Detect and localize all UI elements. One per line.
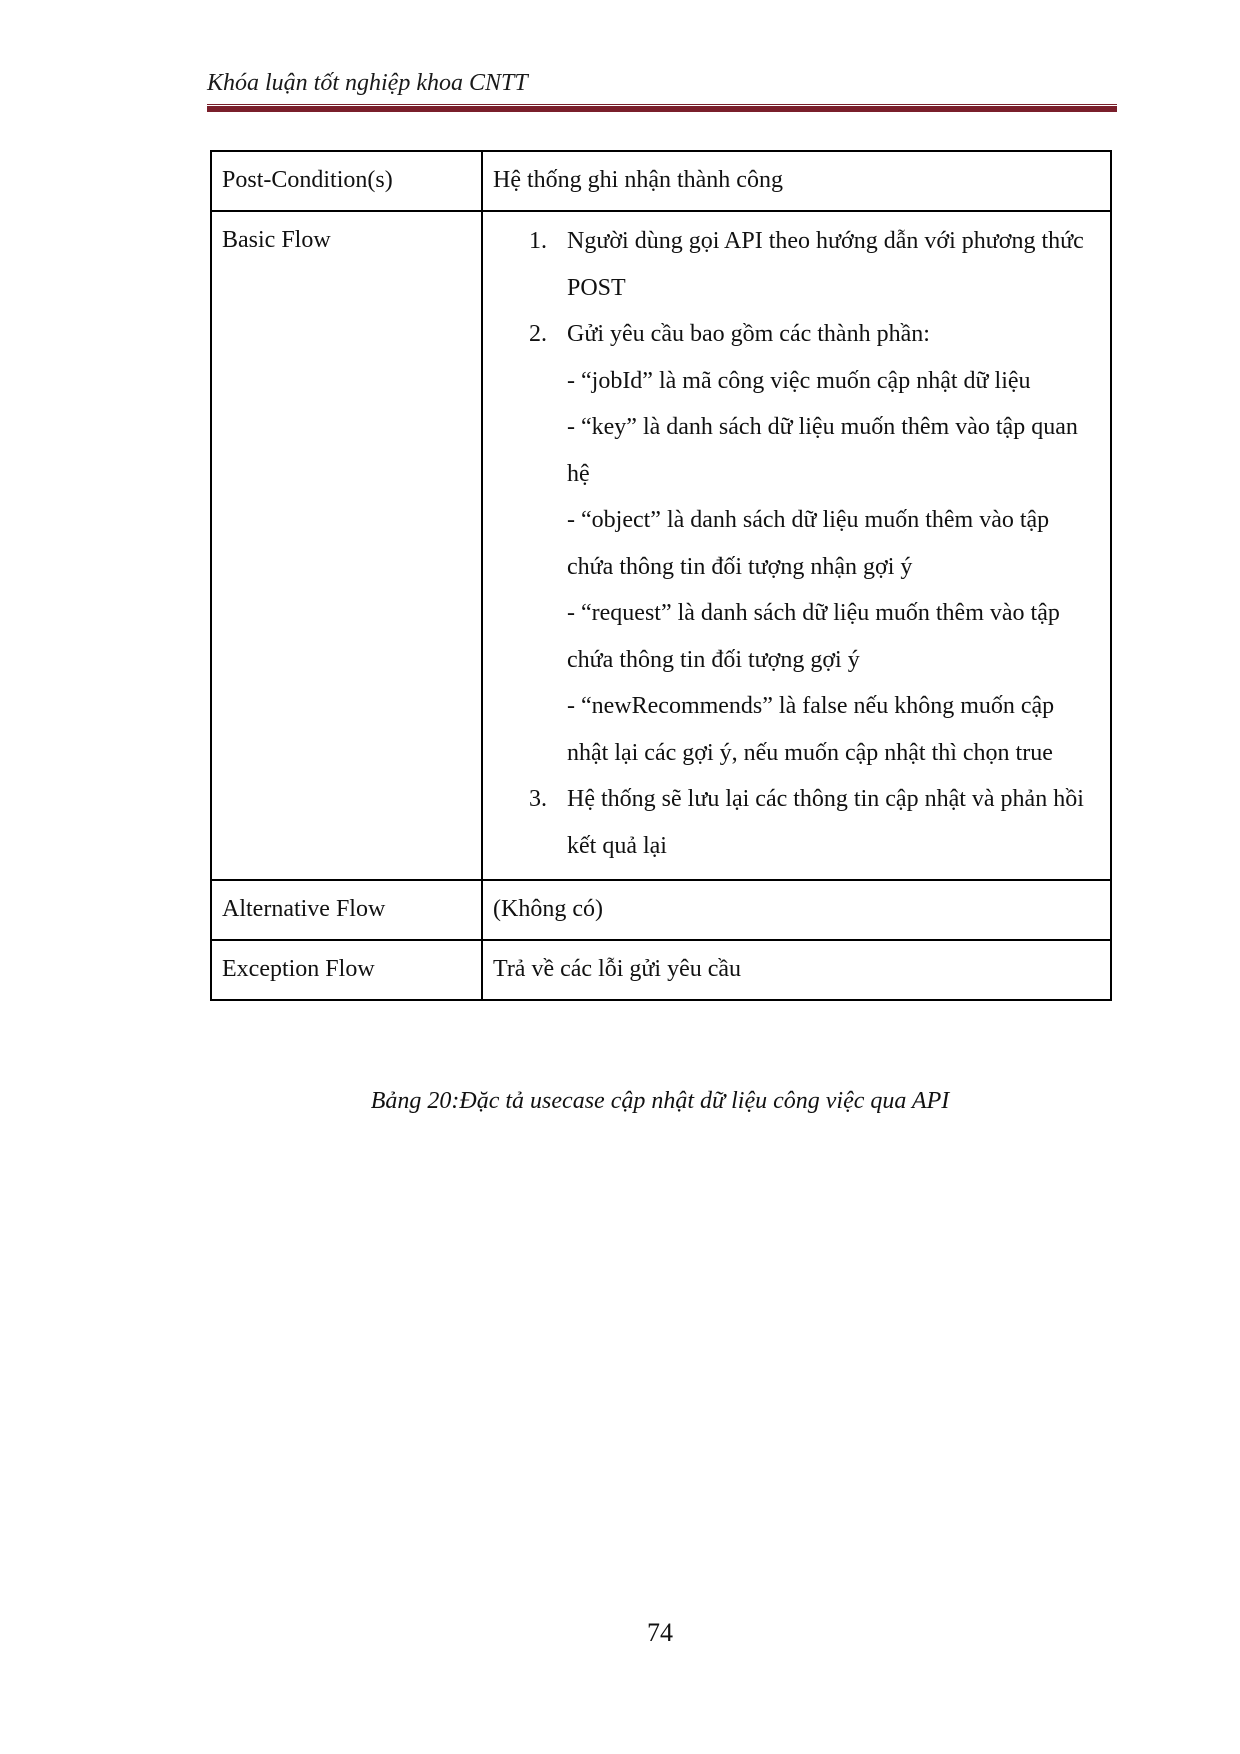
row-value: (Không có) — [482, 880, 1111, 940]
row-label: Post-Condition(s) — [211, 151, 482, 211]
table-row — [211, 211, 1111, 880]
table-row — [211, 151, 1111, 211]
step-subitem-newrecommends: - “newRecommends” là false nếu không muốn cập nhật lại các gợi ý, nếu muốn cập nhật thì chọn true — [567, 693, 1055, 766]
row-label: Exception Flow — [211, 940, 482, 1000]
step-subitem-key: - “key” là danh sách dữ liệu muốn thêm vào tập quan hệ — [567, 414, 1078, 487]
step-item — [493, 311, 1100, 776]
row-value: Trả về các lỗi gửi yêu cầu — [482, 940, 1111, 1000]
header-rule-thin — [207, 104, 1117, 105]
step-number: 1. — [529, 228, 547, 254]
step-subitem-request: - “request” là danh sách dữ liệu muốn thêm vào tập chứa thông tin đối tượng gợi ý — [567, 600, 1060, 673]
row-value: Hệ thống ghi nhận thành công — [482, 151, 1111, 211]
step-text: Người dùng gọi API theo hướng dẫn với phương thức POST — [567, 228, 1084, 301]
running-header: Khóa luận tốt nghiệp khoa CNTT — [207, 70, 528, 96]
basic-flow-steps — [482, 211, 1111, 880]
step-text: Gửi yêu cầu bao gồm các thành phần: — [567, 321, 930, 347]
usecase-spec-table — [210, 150, 1112, 1001]
table-row — [211, 940, 1111, 1000]
table-row — [211, 880, 1111, 940]
steps-list — [493, 218, 1100, 869]
step-subitem-jobid: - “jobId” là mã công việc muốn cập nhật dữ liệu — [567, 367, 1031, 394]
step-text: Hệ thống sẽ lưu lại các thông tin cập nhật và phản hồi kết quả lại — [567, 786, 1084, 859]
row-label: Basic Flow — [211, 211, 482, 880]
page-number: 74 — [647, 1618, 673, 1647]
step-subitem-object: - “object” là danh sách dữ liệu muốn thêm vào tập chứa thông tin đối tượng nhận gợi ý — [567, 507, 1050, 580]
step-number: 2. — [529, 321, 547, 347]
table-caption: Bảng 20:Đặc tả usecase cập nhật dữ liệu công việc qua API — [370, 1088, 950, 1114]
step-number: 3. — [529, 786, 547, 812]
step-item — [493, 776, 1100, 869]
header-rule-thick — [207, 106, 1117, 112]
row-label: Alternative Flow — [211, 880, 482, 940]
step-item — [493, 218, 1100, 311]
